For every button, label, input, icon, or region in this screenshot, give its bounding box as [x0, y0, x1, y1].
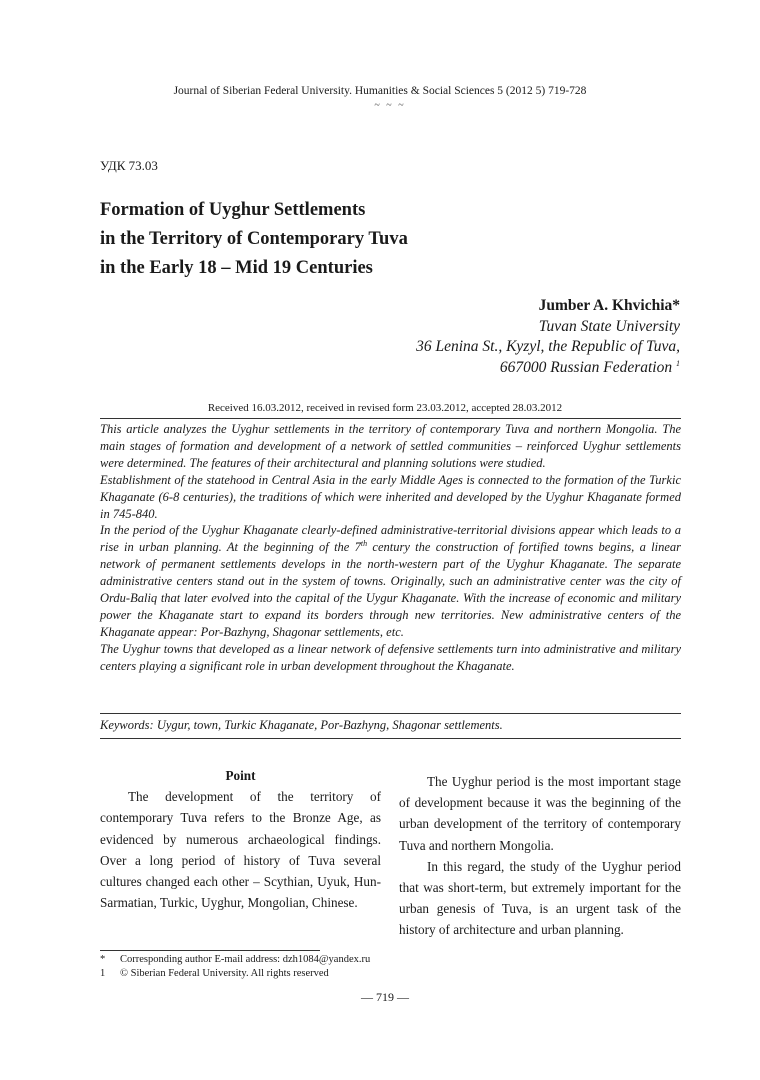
body-left-column — [100, 765, 381, 913]
author-block — [416, 296, 680, 378]
affiliation-footnote-mark: 1 — [676, 358, 680, 368]
author-name: Jumber A. Khvichia* — [538, 297, 680, 314]
abstract-top-rule — [100, 418, 681, 419]
abstract-paragraph-1: This article analyzes the Uyghur settlements in the territory of contemporary Tuva and northern Mongolia. The main stages of formation and development of a network of settled communities – reinforced Uyghur settlements were determined. The features of their architectural and planning solutions were studied. — [100, 422, 681, 470]
body-paragraph: In this regard, the study of the Uyghur period that was short-term, but extremely important for the urban genesis of Tuva, is an urgent task of the history of architecture and urban planning. — [399, 858, 681, 938]
title-line-1: Formation of Uyghur Settlements — [100, 200, 366, 220]
page-number: — 719 — — [361, 990, 409, 1004]
footnote: * Corresponding author E-mail address: dzh1084@yandex.ru — [100, 954, 371, 965]
article-title — [100, 196, 408, 283]
udk-code: УДК 73.03 — [100, 158, 158, 173]
affiliation-line-3: 667000 Russian Federation $^1$ — [499, 358, 680, 376]
abstract-paragraph-4: The Uyghur towns that developed as a linear network of defensive settlements turn into administrative and military centers playing a significant role in urban development throughout the Khaganate. — [100, 641, 681, 673]
keywords-bottom-rule — [100, 738, 681, 739]
received-dates: Received 16.03.2012, received in revised form 23.03.2012, accepted 28.03.2012 — [207, 402, 563, 414]
body-right-column — [399, 771, 681, 941]
section-heading: Point — [225, 768, 256, 783]
affiliation-line-2: 36 Lenina St., Kyzyl, the Republic of Tuva, — [416, 338, 680, 355]
footnote: 1 © Siberian Federal University. All rights reserved — [100, 967, 329, 979]
keywords-top-rule — [100, 713, 681, 714]
body-paragraph: The development of the territory of contemporary Tuva refers to the Bronze Age, as evidenced by numerous archaeological findings. Over a long period of history of Tuva several cultures changed each other – Scythian, Uyuk, Hun-Sarmatian, Turkic, Uyghur, Mongolian, Chinese. — [100, 789, 381, 911]
title-line-3: in the Early 18 – Mid 19 Centuries — [100, 258, 373, 278]
title-line-2: in the Territory of Contemporary Tuva — [100, 229, 408, 249]
body-paragraph: The Uyghur period is the most important stage of development because it was the beginning of the urban development of the territory of contemporary Tuva and northern Mongolia. — [399, 774, 681, 853]
footnote-rule — [100, 950, 320, 951]
abstract-paragraph-3: In the period of the Uyghur Khaganate clearly-defined administrative-territorial divisions appear which leads to a rise in urban planning. At the beginning of the 7th century the construction of fortified towns begins, a linear network of permanent settlements develops in the north-western part of the Uyghur Khaganate. The separate administrative centers stand out in the system of towns. Originally, such an administrative center was the city of Ordu-Baliq that later evolved into the capital of the Uygur Khaganate. With the increase of economic and military power the Khaganate start to expand its borders through new territories. New administrative centers of the Khaganate appear: Por-Bazhyng, Shagonar settlements, etc. — [100, 523, 681, 639]
abstract-paragraph-2: Establishment of the statehood in Central Asia in the early Middle Ages is connected to the formation of the Turkic Khaganate (6-8 centuries), the traditions of which were inherited and developed by the Uyghur Khaganate formed in 745-840. — [100, 472, 681, 521]
affiliation-line-1: Tuvan State University — [538, 317, 680, 335]
abstract — [100, 421, 681, 675]
header-ornament: ~ ~ ~ — [374, 100, 406, 111]
footnotes — [100, 953, 370, 980]
journal-header: Journal of Siberian Federal University. Humanities & Social Sciences 5 (2012 5) 719-728 — [173, 85, 587, 97]
keywords: Keywords: Uygur, town, Turkic Khaganate, Por-Bazhyng, Shagonar settlements. — [100, 718, 503, 732]
